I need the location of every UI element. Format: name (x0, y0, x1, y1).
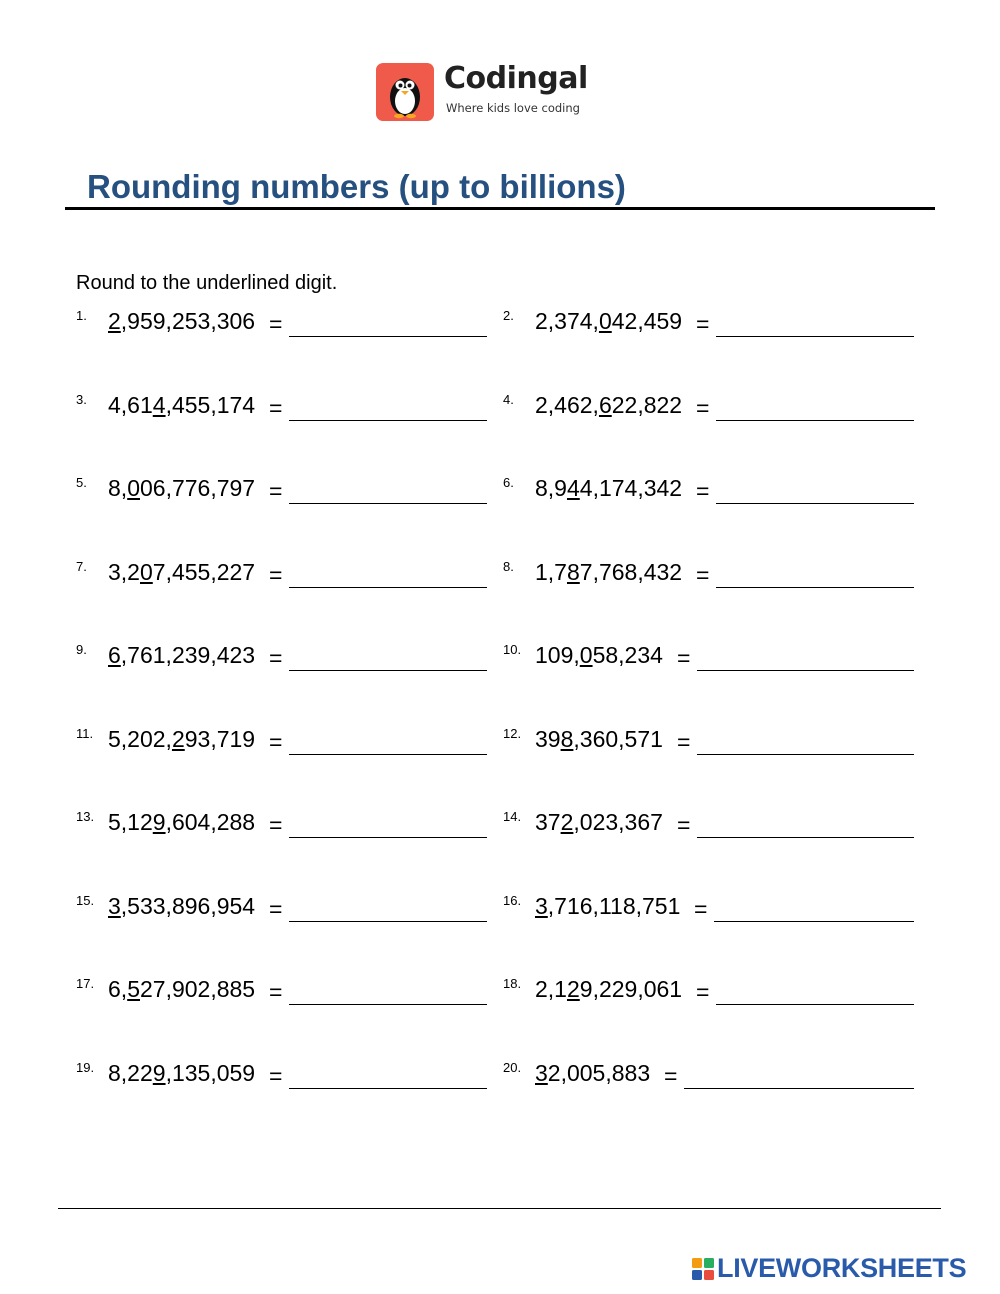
equals-sign: = (696, 979, 710, 1005)
number-prefix: 2,374, (535, 308, 599, 334)
problem-6 (503, 475, 914, 515)
equals-sign: = (269, 478, 283, 504)
equals-sign: = (269, 812, 283, 838)
answer-blank[interactable] (289, 587, 487, 588)
underlined-digit: 8 (566, 558, 580, 585)
underlined-digit: 0 (579, 642, 593, 668)
number-suffix: 93,719 (184, 725, 256, 752)
underlined-digit: 6 (598, 391, 612, 418)
number-suffix: 4,174,342 (579, 475, 683, 501)
problem-number-value (535, 726, 663, 753)
underlined-digit: 2 (171, 725, 185, 752)
number-prefix: 2,462, (535, 391, 599, 418)
problem-20 (503, 1060, 914, 1100)
underlined-digit: 5 (127, 976, 140, 1002)
problem-2 (503, 308, 914, 348)
problem-3 (76, 392, 487, 432)
problem-16 (503, 893, 914, 933)
problem-number-value (535, 559, 682, 586)
underlined-digit: 3 (108, 892, 121, 919)
problem-number: 4. (503, 391, 514, 407)
footer-divider (58, 1208, 941, 1209)
answer-blank[interactable] (289, 837, 487, 838)
problem-number-value (535, 308, 682, 335)
problem-number: 9. (76, 642, 87, 657)
problem-number-value (108, 976, 255, 1003)
problem-number: 3. (76, 391, 87, 407)
problem-number: 20. (503, 1059, 522, 1075)
equals-sign: = (269, 394, 283, 421)
number-suffix: ,604,288 (165, 809, 256, 835)
underlined-digit: 9 (152, 1059, 166, 1086)
worksheet-title: Rounding numbers (up to billions) (87, 168, 626, 205)
problem-14 (503, 809, 914, 849)
problem-8 (503, 559, 914, 599)
number-suffix: 42,459 (611, 308, 683, 334)
problem-number: 19. (76, 1059, 95, 1075)
problem-number-value (108, 392, 255, 419)
underlined-digit: 0 (139, 558, 153, 585)
answer-blank[interactable] (716, 1004, 914, 1005)
number-suffix: 2,005,883 (547, 1059, 651, 1086)
number-prefix: 2,1 (535, 976, 567, 1002)
answer-blank[interactable] (697, 754, 914, 755)
underlined-digit: 4 (152, 391, 166, 418)
underlined-digit: 8 (560, 725, 574, 752)
answer-blank[interactable] (289, 1004, 487, 1005)
answer-blank[interactable] (697, 670, 914, 671)
number-suffix: 7,455,227 (152, 558, 256, 585)
number-suffix: ,135,059 (165, 1059, 256, 1086)
problem-number: 2. (503, 308, 514, 323)
number-suffix: ,716,118,751 (547, 892, 681, 919)
equals-sign: = (696, 394, 710, 421)
problem-number-value (108, 809, 255, 836)
equals-sign: = (664, 1062, 678, 1089)
equals-sign: = (677, 645, 691, 671)
underlined-digit: 2 (560, 809, 574, 835)
underlined-digit: 9 (152, 809, 166, 835)
number-suffix: ,959,253,306 (120, 308, 256, 334)
number-suffix: 7,768,432 (579, 558, 683, 585)
answer-blank[interactable] (716, 587, 914, 588)
equals-sign: = (269, 645, 283, 671)
answer-blank[interactable] (289, 420, 487, 421)
problem-5 (76, 475, 487, 515)
equals-sign: = (269, 561, 283, 588)
answer-blank[interactable] (716, 420, 914, 421)
problem-number: 10. (503, 642, 522, 657)
number-prefix: 3,2 (108, 558, 140, 585)
liveworksheets-wordmark: LIVEWORKSHEETS (717, 1253, 967, 1283)
number-suffix: ,360,571 (573, 725, 663, 752)
underlined-digit: 2 (566, 976, 580, 1002)
equals-sign: = (696, 478, 710, 504)
liveworksheets-blocks-icon (692, 1258, 714, 1280)
underlined-digit: 6 (108, 642, 121, 668)
answer-blank[interactable] (289, 921, 487, 922)
problem-number: 6. (503, 475, 514, 490)
problem-7 (76, 559, 487, 599)
number-prefix: 8, (108, 475, 128, 501)
problem-number-value (108, 893, 255, 920)
number-suffix: 27,902,885 (139, 976, 256, 1002)
problem-number-value (108, 1060, 255, 1087)
equals-sign: = (694, 895, 708, 922)
problem-number: 7. (76, 558, 87, 574)
answer-blank[interactable] (289, 1088, 487, 1089)
brand-name: Codingal (444, 61, 588, 96)
problem-number: 15. (76, 892, 95, 908)
number-suffix: 22,822 (611, 391, 683, 418)
problem-number-value (535, 475, 682, 502)
number-prefix: 6, (108, 976, 128, 1002)
problem-number-value (535, 392, 682, 419)
problem-number: 13. (76, 809, 95, 824)
problem-18 (503, 976, 914, 1016)
brand-tagline: Where kids love coding (446, 101, 580, 115)
answer-blank[interactable] (716, 503, 914, 504)
problem-1 (76, 308, 487, 348)
answer-blank[interactable] (697, 837, 914, 838)
underlined-digit: 2 (108, 308, 121, 334)
number-prefix: 1,7 (535, 558, 567, 585)
equals-sign: = (269, 979, 283, 1005)
problem-15 (76, 893, 487, 933)
equals-sign: = (269, 311, 283, 337)
answer-blank[interactable] (289, 670, 487, 671)
underlined-digit: 0 (598, 308, 612, 334)
number-prefix: 4,61 (108, 391, 153, 418)
number-suffix: ,761,239,423 (120, 642, 256, 668)
problem-number: 1. (76, 308, 87, 323)
number-prefix: 8,9 (535, 475, 567, 501)
underlined-digit: 3 (535, 1059, 548, 1086)
problem-number-value (108, 308, 255, 335)
problem-number-value (108, 726, 255, 753)
equals-sign: = (269, 1062, 283, 1089)
problem-12 (503, 726, 914, 766)
number-prefix: 5,202, (108, 725, 172, 752)
underlined-digit: 0 (127, 475, 140, 501)
problem-number-value (108, 475, 255, 502)
problem-number: 17. (76, 976, 95, 991)
problem-number: 18. (503, 976, 522, 991)
equals-sign: = (269, 895, 283, 922)
problem-number: 8. (503, 558, 514, 574)
number-prefix: 37 (535, 809, 561, 835)
answer-blank[interactable] (684, 1088, 914, 1089)
problem-number-value (535, 642, 663, 669)
problem-number: 5. (76, 475, 87, 490)
equals-sign: = (269, 728, 283, 755)
number-prefix: 8,22 (108, 1059, 153, 1086)
answer-blank[interactable] (289, 336, 487, 337)
equals-sign: = (696, 561, 710, 588)
problem-11 (76, 726, 487, 766)
equals-sign: = (696, 311, 710, 337)
answer-blank[interactable] (289, 503, 487, 504)
equals-sign: = (677, 812, 691, 838)
number-suffix: 9,229,061 (579, 976, 683, 1002)
answer-blank[interactable] (289, 754, 487, 755)
equals-sign: = (677, 728, 691, 755)
underlined-digit: 4 (566, 475, 580, 501)
problem-number: 14. (503, 809, 522, 824)
problem-9 (76, 642, 487, 682)
number-suffix: 06,776,797 (139, 475, 256, 501)
problem-10 (503, 642, 914, 682)
number-prefix: 109, (535, 642, 580, 668)
problem-4 (503, 392, 914, 432)
number-prefix: 39 (535, 725, 561, 752)
number-prefix: 5,12 (108, 809, 153, 835)
problem-number: 11. (76, 725, 94, 741)
number-suffix: ,455,174 (165, 391, 256, 418)
problem-number: 12. (503, 725, 522, 741)
problem-17 (76, 976, 487, 1016)
problem-number-value (535, 893, 680, 920)
problem-number-value (108, 642, 255, 669)
number-suffix: ,533,896,954 (120, 892, 256, 919)
problem-number-value (535, 976, 682, 1003)
problem-13 (76, 809, 487, 849)
number-suffix: ,023,367 (573, 809, 663, 835)
underlined-digit: 3 (535, 892, 548, 919)
problem-number-value (108, 559, 255, 586)
instructions-text: Round to the underlined digit. (76, 272, 338, 294)
problem-number: 16. (503, 892, 522, 908)
number-suffix: 58,234 (592, 642, 663, 668)
problem-number-value (535, 1060, 650, 1087)
problem-number-value (535, 809, 663, 836)
problem-19 (76, 1060, 487, 1100)
answer-blank[interactable] (714, 921, 914, 922)
answer-blank[interactable] (716, 336, 914, 337)
